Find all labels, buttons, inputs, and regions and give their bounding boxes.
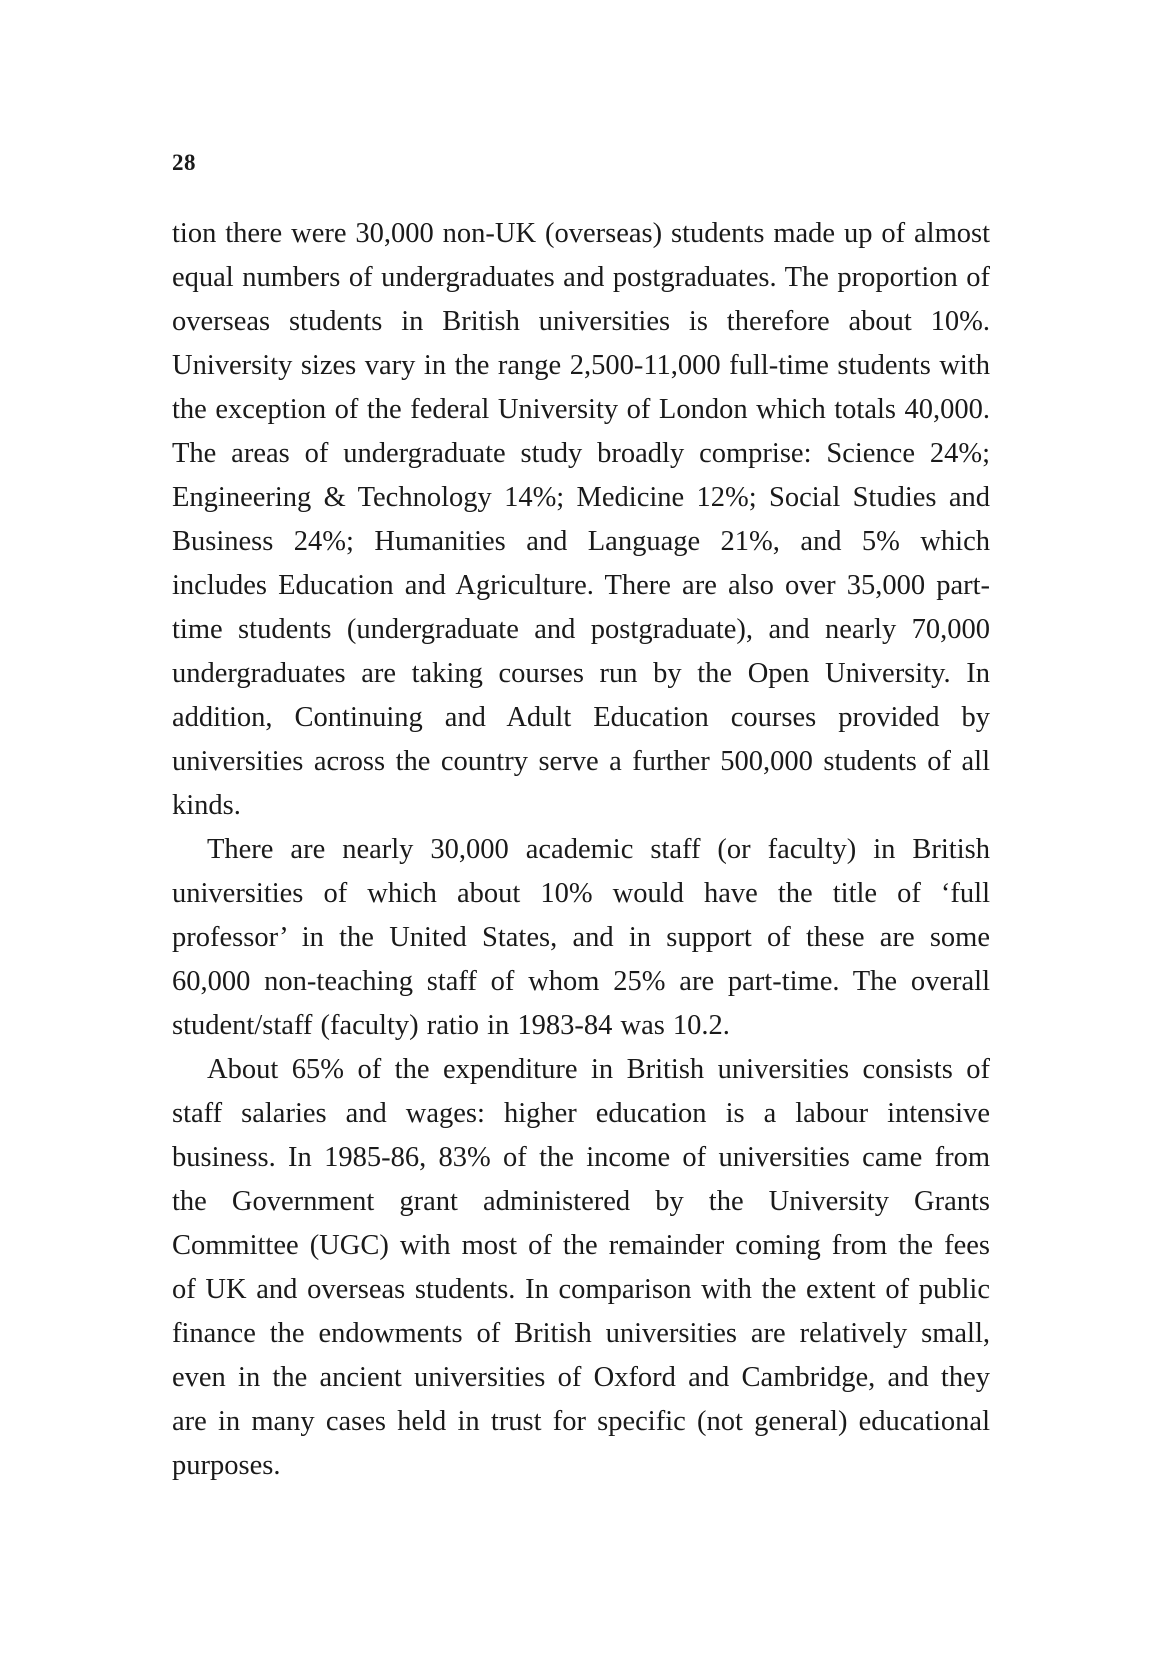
page-number: 28 bbox=[172, 150, 196, 175]
paragraph-overseas-students: tion there were 30,000 non-UK (overseas) students made up of almost equal numbers of undergraduates and postgraduates. The proportion of overseas students in British universities is therefore about 10%. University sizes vary in the range 2,500-11,000 full-time students with the exception of the federal University of London which totals 40,000. The areas of undergraduate study broadly comprise: Science 24%; Engineering & Technology 14%; Medicine 12%; Social Studies and Business 24%; Humanities and Language 21%, and 5% which includes Education and Agriculture. There are also over 35,000 part-time students (undergraduate and postgraduate), and nearly 70,000 undergraduates are taking courses run by the Open University. In addition, Continuing and Adult Education courses provided by universities across the country serve a further 500,000 students of all kinds. bbox=[172, 218, 990, 821]
paragraph-academic-staff: There are nearly 30,000 academic staff (or faculty) in British universities of which about 10% would have the title of ‘full professor’ in the United States, and in support of these are some 60,000 non-teaching staff of whom 25% are part-time. The overall student/staff (faculty) ratio in 1983-84 was 10.2. bbox=[172, 834, 990, 1041]
body-text bbox=[172, 212, 990, 1488]
paragraph-expenditure: About 65% of the expenditure in British universities consists of staff salaries and wages: higher education is a labour intensive business. In 1985-86, 83% of the income of universities came from the Government grant administered by the University Grants Committee (UGC) with most of the remainder coming from the fees of UK and overseas students. In comparison with the extent of public finance the endowments of British universities are relatively small, even in the ancient universities of Oxford and Cambridge, and they are in many cases held in trust for specific (not general) educational purposes. bbox=[172, 1054, 990, 1481]
